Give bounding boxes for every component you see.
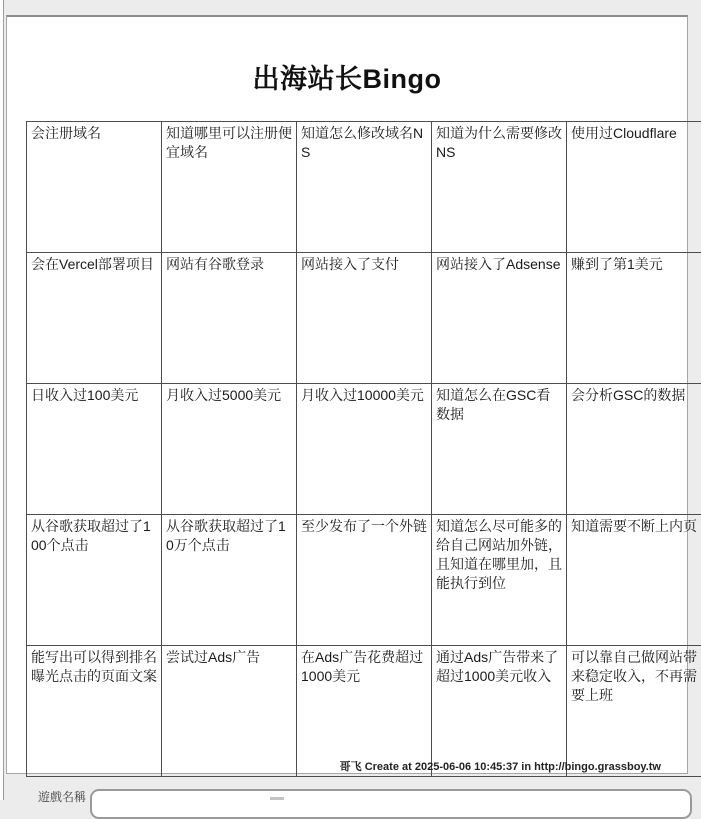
bingo-cell[interactable]: 通过Ads广告带来了超过1000美元收入: [432, 646, 567, 777]
bingo-cell[interactable]: 赚到了第1美元: [567, 253, 701, 384]
bingo-cell[interactable]: 网站接入了Adsense: [432, 253, 567, 384]
bingo-cell[interactable]: 知道哪里可以注册便宜域名: [162, 122, 297, 253]
bingo-cell[interactable]: 知道为什么需要修改NS: [432, 122, 567, 253]
bingo-cell[interactable]: 能写出可以得到排名曝光点击的页面文案: [27, 646, 162, 777]
bingo-cell[interactable]: 尝试过Ads广告: [162, 646, 297, 777]
bingo-cell[interactable]: 至少发布了一个外链: [297, 515, 432, 646]
bingo-row: [27, 646, 701, 777]
bingo-cell[interactable]: 会分析GSC的数据: [567, 384, 701, 515]
bingo-row: [27, 515, 701, 646]
bingo-cell[interactable]: 网站有谷歌登录: [162, 253, 297, 384]
bingo-cell[interactable]: 知道需要不断上内页: [567, 515, 701, 646]
bingo-cell[interactable]: 从谷歌获取超过了100个点击: [27, 515, 162, 646]
bingo-cell[interactable]: 从谷歌获取超过了10万个点击: [162, 515, 297, 646]
bingo-cell[interactable]: 月收入过10000美元: [297, 384, 432, 515]
bingo-cell[interactable]: 使用过Cloudflare: [567, 122, 701, 253]
bingo-grid: [26, 121, 701, 777]
bingo-card-panel: [6, 15, 688, 774]
bingo-row: [27, 122, 701, 253]
bingo-cell[interactable]: 月收入过5000美元: [162, 384, 297, 515]
bingo-cell[interactable]: 知道怎么修改域名NS: [297, 122, 432, 253]
bingo-cell[interactable]: 日收入过100美元: [27, 384, 162, 515]
bingo-row: [27, 253, 701, 384]
bingo-cell[interactable]: 会在Vercel部署项目: [27, 253, 162, 384]
window-edge-divider: [3, 0, 4, 800]
creator-credit: 哥飞 Create at 2025-06-06 10:45:37 in http://bingo.grassboy.tw: [340, 758, 661, 774]
bingo-cell[interactable]: 知道怎么在GSC看数据: [432, 384, 567, 515]
bingo-cell[interactable]: 可以靠自己做网站带来稳定收入，不再需要上班: [567, 646, 701, 777]
page-title: 出海站长Bingo: [7, 57, 687, 96]
bingo-cell[interactable]: 网站接入了支付: [297, 253, 432, 384]
bingo-title-input[interactable]: [90, 789, 692, 819]
bingo-cell[interactable]: 在Ads广告花费超过1000美元: [297, 646, 432, 777]
bingo-row: [27, 384, 701, 515]
bingo-cell[interactable]: 会注册域名: [27, 122, 162, 253]
bottom-form-label: 遊戲名稱: [38, 791, 86, 803]
bingo-cell[interactable]: 知道怎么尽可能多的给自己网站加外链，且知道在哪里加，且能执行到位: [432, 515, 567, 646]
